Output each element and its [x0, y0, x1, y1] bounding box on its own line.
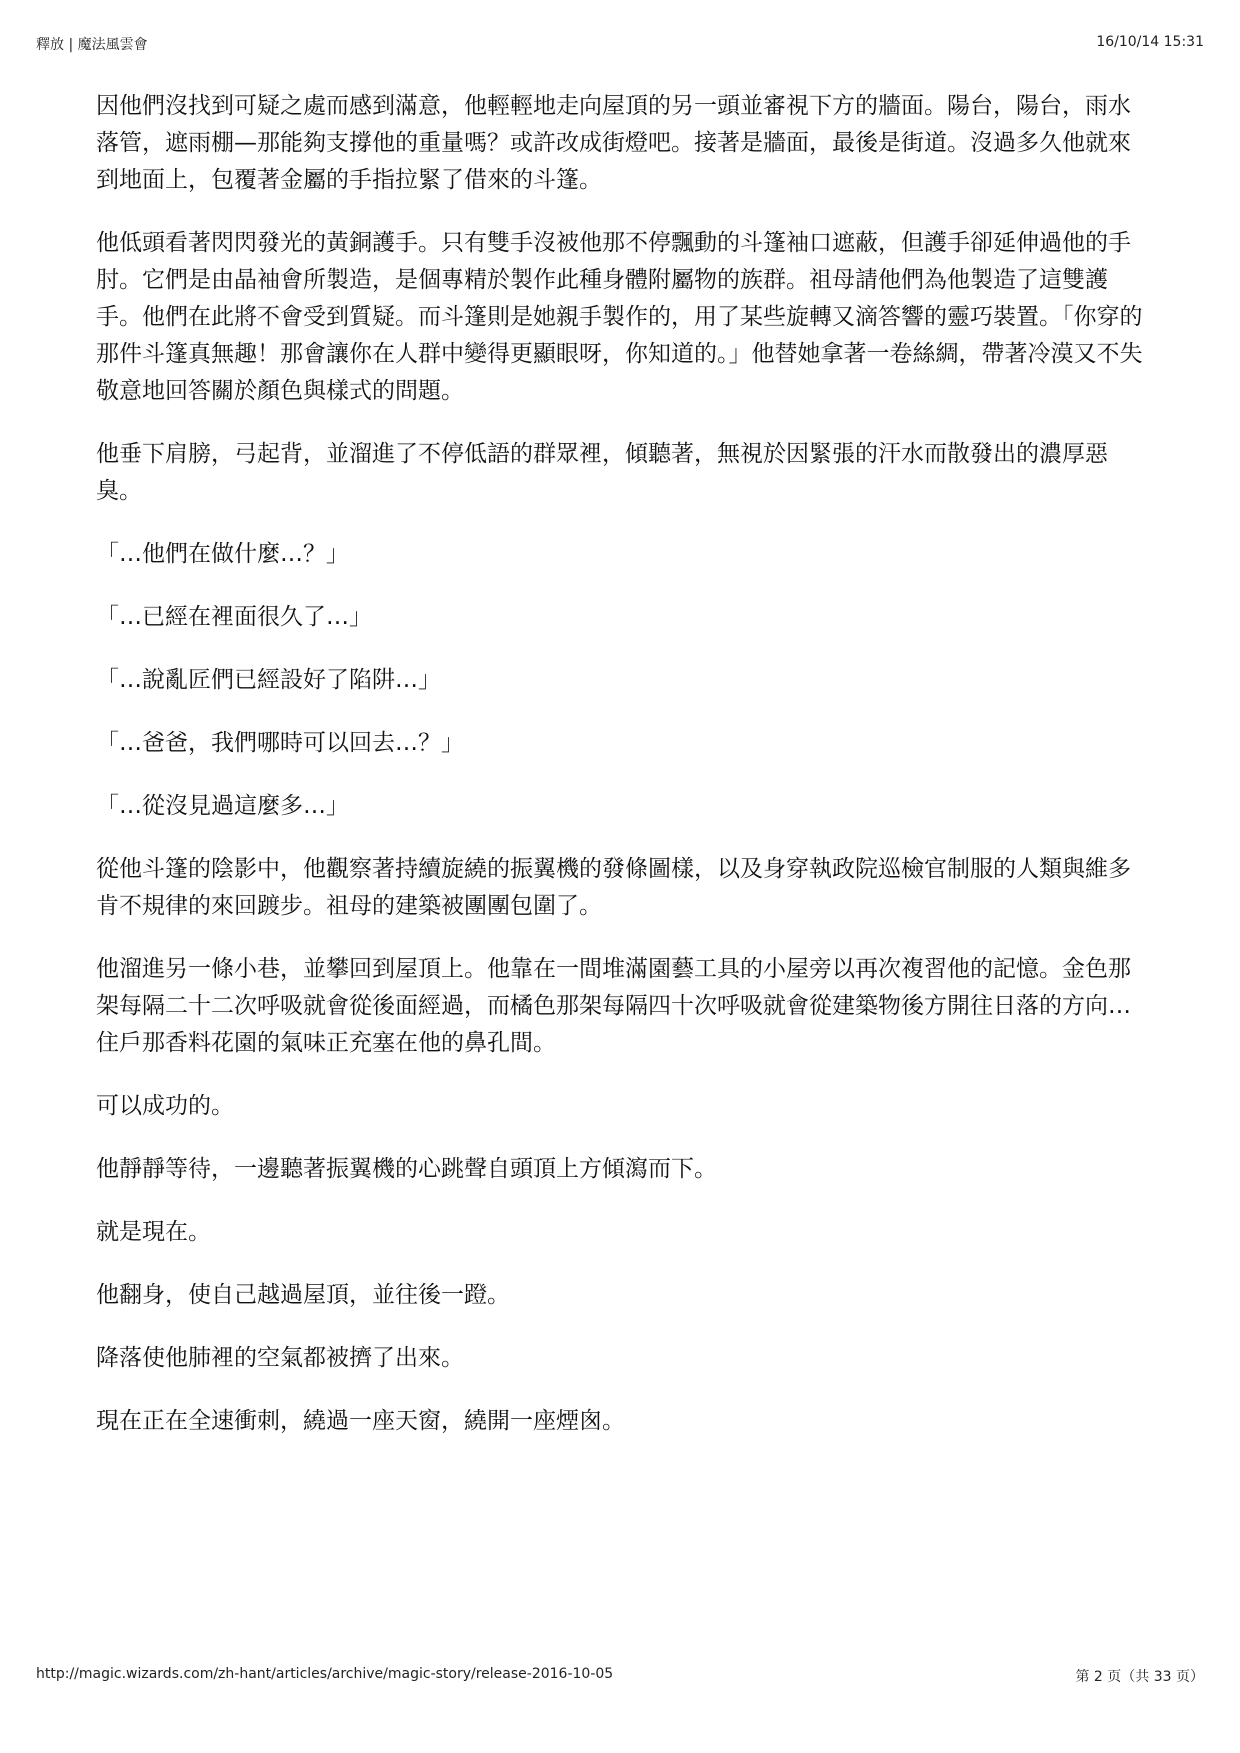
- paragraph: 可以成功的。: [96, 1093, 234, 1119]
- dialogue-line: 「…爸爸，我們哪時可以回去…？」: [96, 730, 464, 756]
- paragraph: 從他斗篷的陰影中，他觀察著持續旋繞的振翼機的發條圖樣，以及身穿執政院巡檢官制服的人類與維多肯不規律的來回踱步。祖母的建築被團團包圍了。: [96, 856, 1131, 919]
- print-timestamp: 16/10/14 15:31: [1096, 34, 1204, 50]
- page-number: 第 2 页（共 33 页）: [1075, 1669, 1204, 1685]
- paragraph: 現在正在全速衝刺，繞過一座天窗，繞開一座煙囪。: [96, 1408, 625, 1434]
- article-body: [96, 88, 1146, 1466]
- source-url: http://magic.wizards.com/zh-hant/articles/archive/magic-story/release-2016-10-05: [36, 1666, 614, 1682]
- paragraph: 他靜靜等待，一邊聽著振翼機的心跳聲自頭頂上方傾瀉而下。: [96, 1156, 717, 1182]
- page-title: 釋放 | 魔法風雲會: [36, 37, 148, 53]
- dialogue-line: 「…說亂匠們已經設好了陷阱…」: [96, 667, 441, 693]
- paragraph: 他垂下肩膀，弓起背，並溜進了不停低語的群眾裡，傾聽著，無視於因緊張的汗水而散發出的濃厚惡臭。: [96, 441, 1108, 504]
- paragraph: 降落使他肺裡的空氣都被擠了出來。: [96, 1345, 464, 1371]
- paragraph: 他溜進另一條小巷，並攀回到屋頂上。他靠在一間堆滿園藝工具的小屋旁以再次複習他的記憶。金色那架每隔二十二次呼吸就會從後面經過，而橘色那架每隔四十次呼吸就會從建築物後方開往日落的方向…住戶那香料花園的氣味正充塞在他的鼻孔間。: [96, 956, 1131, 1056]
- paragraph: 他翻身，使自己越過屋頂，並往後一蹬。: [96, 1282, 510, 1308]
- dialogue-line: 「…已經在裡面很久了…」: [96, 604, 372, 630]
- paragraph: 因他們沒找到可疑之處而感到滿意，他輕輕地走向屋頂的另一頭並審視下方的牆面。陽台，陽台，雨水落管，遮雨棚—那能夠支撐他的重量嗎？或許改成街燈吧。接著是牆面，最後是街道。沒過多久他就來到地面上，包覆著金屬的手指拉緊了借來的斗篷。: [96, 93, 1131, 193]
- paragraph: 他低頭看著閃閃發光的黃銅護手。只有雙手沒被他那不停飄動的斗篷袖口遮蔽，但護手卻延伸過他的手肘。它們是由晶袖會所製造，是個專精於製作此種身體附屬物的族群。祖母請他們為他製造了這雙護手。他們在此將不會受到質疑。而斗篷則是她親手製作的，用了某些旋轉又滴答響的靈巧裝置。「你穿的那件斗篷真無趣！那會讓你在人群中變得更顯眼呀，你知道的。」他替她拿著一卷絲綢，帶著冷漠又不失敬意地回答關於顏色與樣式的問題。: [96, 230, 1143, 404]
- dialogue-line: 「…他們在做什麼…？」: [96, 541, 349, 567]
- dialogue-line: 「…從沒見過這麼多…」: [96, 793, 349, 819]
- print-footer: [36, 1666, 1204, 1686]
- print-header: [36, 34, 1204, 54]
- paragraph: 就是現在。: [96, 1219, 211, 1245]
